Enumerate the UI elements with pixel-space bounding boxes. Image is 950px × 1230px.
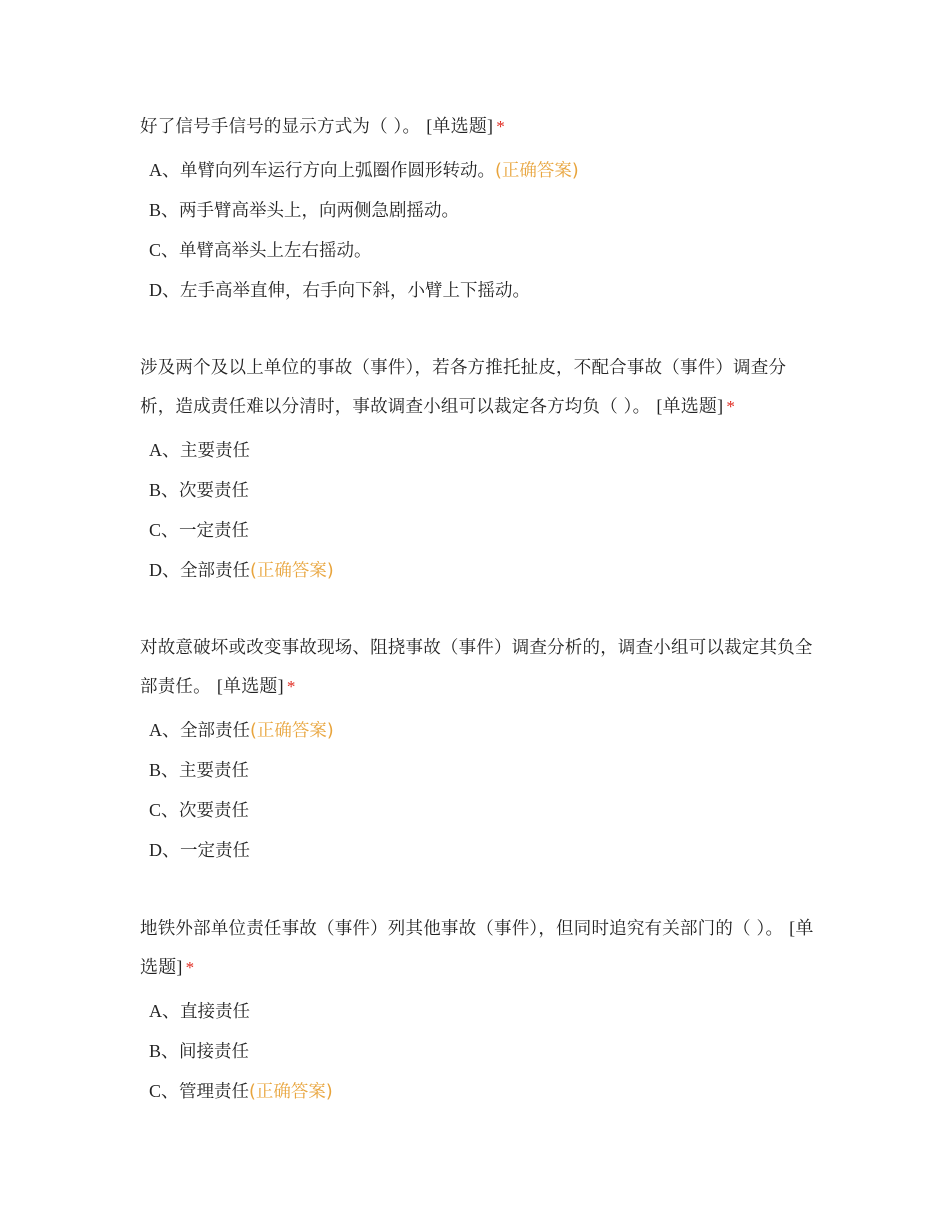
question-title [140,349,820,426]
options-list [140,430,820,590]
question-title [140,107,820,146]
correct-answer-tag: (正确答案) [250,561,334,581]
options-list [140,991,820,1111]
option-b [149,470,820,510]
option-c [149,510,820,550]
option-letter: A、 [149,1001,180,1021]
option-b [149,1031,820,1071]
required-mark: * [286,677,296,696]
required-mark: * [496,117,505,136]
option-letter: D、 [149,840,180,860]
option-letter: B、 [149,480,180,500]
option-text: 全部责任 [180,721,250,741]
option-letter: C、 [149,800,180,820]
option-letter: D、 [149,280,180,300]
option-text: 全部责任 [180,561,250,581]
question-text: 涉及两个及以上单位的事故（事件），若各方推托扯皮，不配合事故（事件）调查分析，造成责任难以分清时，事故调查小组可以裁定各方均负（ ）。 [140,358,787,417]
option-a [149,150,820,190]
option-letter: B、 [149,760,180,780]
option-b [149,190,820,230]
question-4 [140,909,820,1111]
question-type: [单选题] [216,676,284,696]
option-letter: C、 [149,520,180,540]
question-1 [140,107,820,310]
question-text: 好了信号手信号的显示方式为（ ）。 [140,117,421,137]
required-mark: * [185,958,195,977]
option-text: 两手臂高举头上，向两侧急剧摇动。 [179,201,460,221]
option-d [149,830,820,870]
option-text: 次要责任 [179,801,250,821]
option-a [149,710,820,750]
option-text: 一定责任 [180,841,250,861]
option-text: 次要责任 [179,481,250,501]
option-text: 间接责任 [179,1042,250,1062]
question-2 [140,349,820,590]
option-text: 单臂高举头上左右摇动。 [179,241,372,261]
option-a [149,430,820,470]
question-3 [140,629,820,870]
question-title [140,629,820,706]
correct-answer-tag: (正确答案) [249,1082,333,1102]
option-text: 单臂向列车运行方向上弧圈作圆形转动。 [180,161,495,181]
option-text: 左手高举直伸，右手向下斜，小臂上下摇动。 [180,281,530,301]
option-text: 主要责任 [179,761,250,781]
option-letter: B、 [149,1041,180,1061]
option-text: 管理责任 [179,1082,250,1102]
question-text: 地铁外部单位责任事故（事件）列其他事故（事件），但同时追究有关部门的（ ）。 [140,919,784,939]
option-letter: C、 [149,240,180,260]
options-list [140,710,820,870]
correct-answer-tag: (正确答案) [495,161,579,181]
question-text: 对故意破坏或改变事故现场、阻挠事故（事件）调查分析的，调查小组可以裁定其负全部责任。 [140,638,813,697]
correct-answer-tag: (正确答案) [250,721,334,741]
option-text: 一定责任 [179,521,250,541]
option-d [149,270,820,310]
option-text: 直接责任 [180,1002,250,1022]
option-letter: B、 [149,200,180,220]
option-letter: C、 [149,1081,180,1101]
option-c [149,230,820,270]
question-title [140,909,820,987]
question-type: [单选题] [656,396,724,416]
question-type: [单选题] [426,116,494,136]
option-letter: A、 [149,440,180,460]
required-mark: * [726,397,736,416]
option-text: 主要责任 [180,441,250,461]
option-b [149,750,820,790]
option-a [149,991,820,1031]
option-letter: A、 [149,720,180,740]
option-letter: A、 [149,160,180,180]
option-d [149,550,820,590]
option-c [149,790,820,830]
option-c [149,1071,820,1111]
option-letter: D、 [149,560,180,580]
question-type: [单选题] [140,918,814,977]
options-list [140,150,820,310]
